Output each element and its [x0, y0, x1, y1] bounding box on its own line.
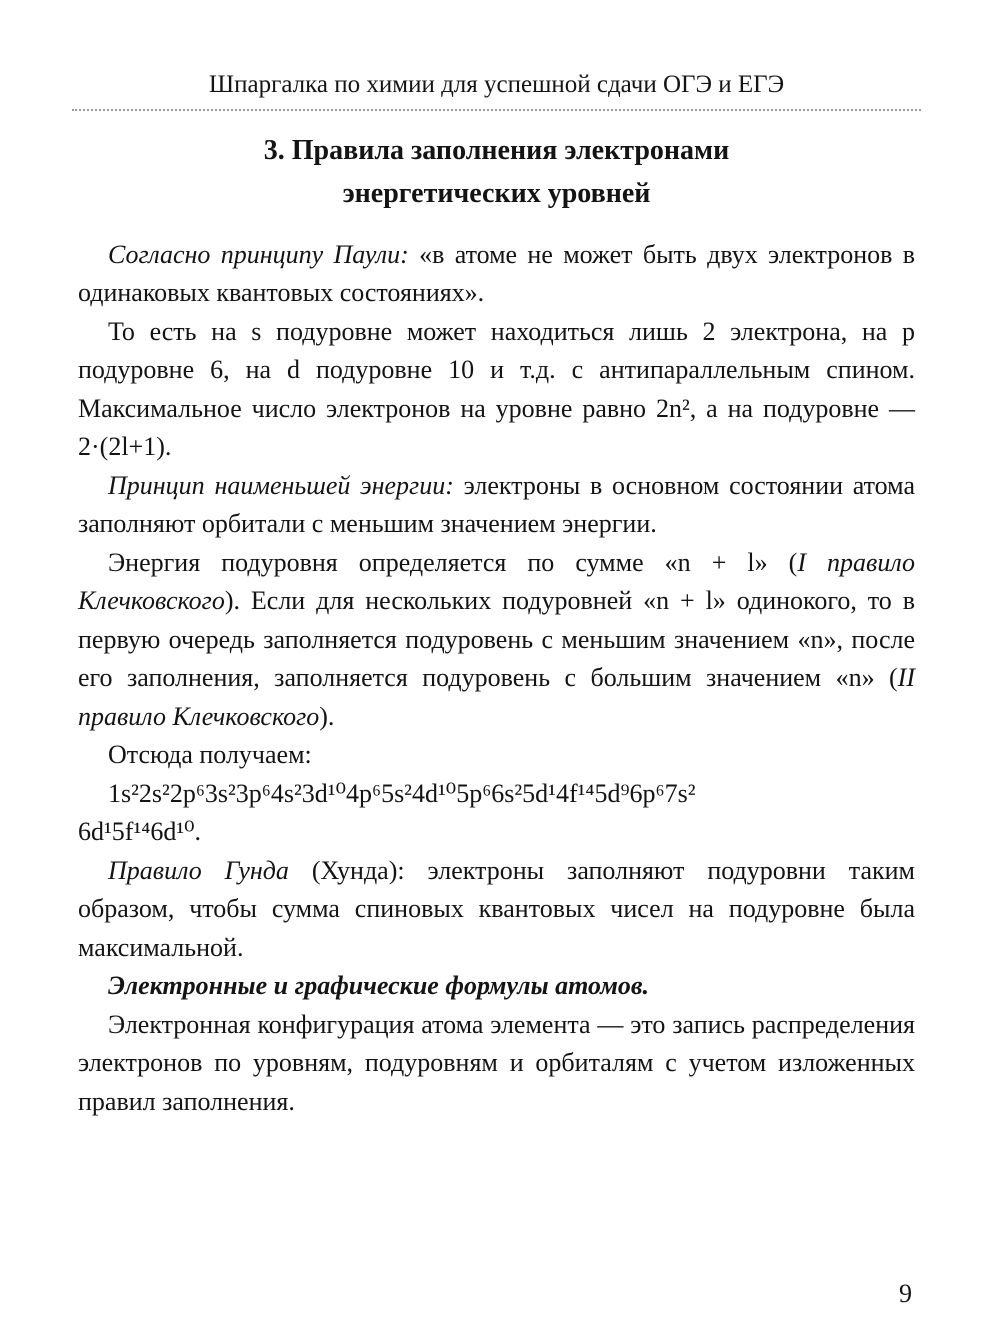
text-segment: Энергия подуровня определяется по сумме «n + l» ( — [108, 547, 798, 577]
paragraph — [78, 1006, 915, 1122]
running-header-text: Шпаргалка по химии для успешной сдачи ОГЭ и ЕГЭ — [208, 71, 785, 98]
section-title-line2: энергетических уровней — [342, 178, 651, 210]
section-title — [78, 129, 915, 216]
text-segment: (Хунда): электроны заполняют подуровни таким образом, чтобы сумма спиновых квантовых чисел на подуровне была максимальной. — [78, 855, 915, 962]
text-segment: Правило Гунда — [108, 855, 289, 885]
body-text — [78, 236, 915, 1122]
paragraph — [78, 736, 915, 775]
text-segment: То есть на s подуровне может находиться лишь 2 электрона, на p подуровне 6, на d подуровне 10 и т.д. с антипараллельным спином. Максимальное число электронов на уровне равно 2n², а на подуровне — 2·(2l+1). — [78, 316, 915, 462]
running-header — [72, 70, 921, 111]
paragraph — [78, 852, 915, 968]
paragraph — [78, 467, 915, 544]
text-segment: II правило Клечковского — [78, 663, 915, 731]
page-number: 9 — [899, 1279, 912, 1308]
paragraph — [78, 544, 915, 737]
text-segment: Согласно принципу Паули: — [108, 239, 409, 269]
text-segment: ). Если для нескольких подуровней «n + l» одинокого, то в первую очередь заполняется подуровень с меньшим значением «n», после его заполнения, заполняется подуровень с большим значением «n» ( — [78, 586, 915, 693]
text-segment: Принцип наименьшей энергии: — [108, 470, 454, 500]
text-segment: электроны в основном состоянии атома заполняют орбитали с меньшим значением энергии. — [78, 470, 916, 539]
paragraph — [78, 775, 915, 852]
text-segment: Электронная конфигурация атома элемента — это запись распределения электронов по уровням, подуровням и орбиталям с учетом изложенных правил заполнения. — [78, 1009, 915, 1116]
paragraph — [78, 967, 915, 1006]
paragraph — [78, 313, 915, 467]
text-segment: Электронные и графические формулы атомов. — [108, 971, 649, 1001]
text-segment: I правило Клечковского — [78, 547, 915, 616]
text-segment: ). — [319, 701, 335, 731]
text-segment: 1s²2s²2p⁶3s²3p⁶4s²3d¹⁰4p⁶5s²4d¹⁰5p⁶6s²5d¹4f¹⁴5d⁹6p⁶7s² — [108, 778, 696, 808]
text-segment: 6d¹5f¹⁴6d¹⁰. — [78, 817, 202, 847]
section-title-line1: 3. Правила заполнения электронами — [263, 135, 730, 166]
text-segment: Отсюда получаем: — [108, 740, 312, 770]
paragraph — [78, 236, 915, 313]
text-segment: «в атоме не может быть двух электронов в одинаковых квантовых состояниях». — [78, 239, 915, 308]
